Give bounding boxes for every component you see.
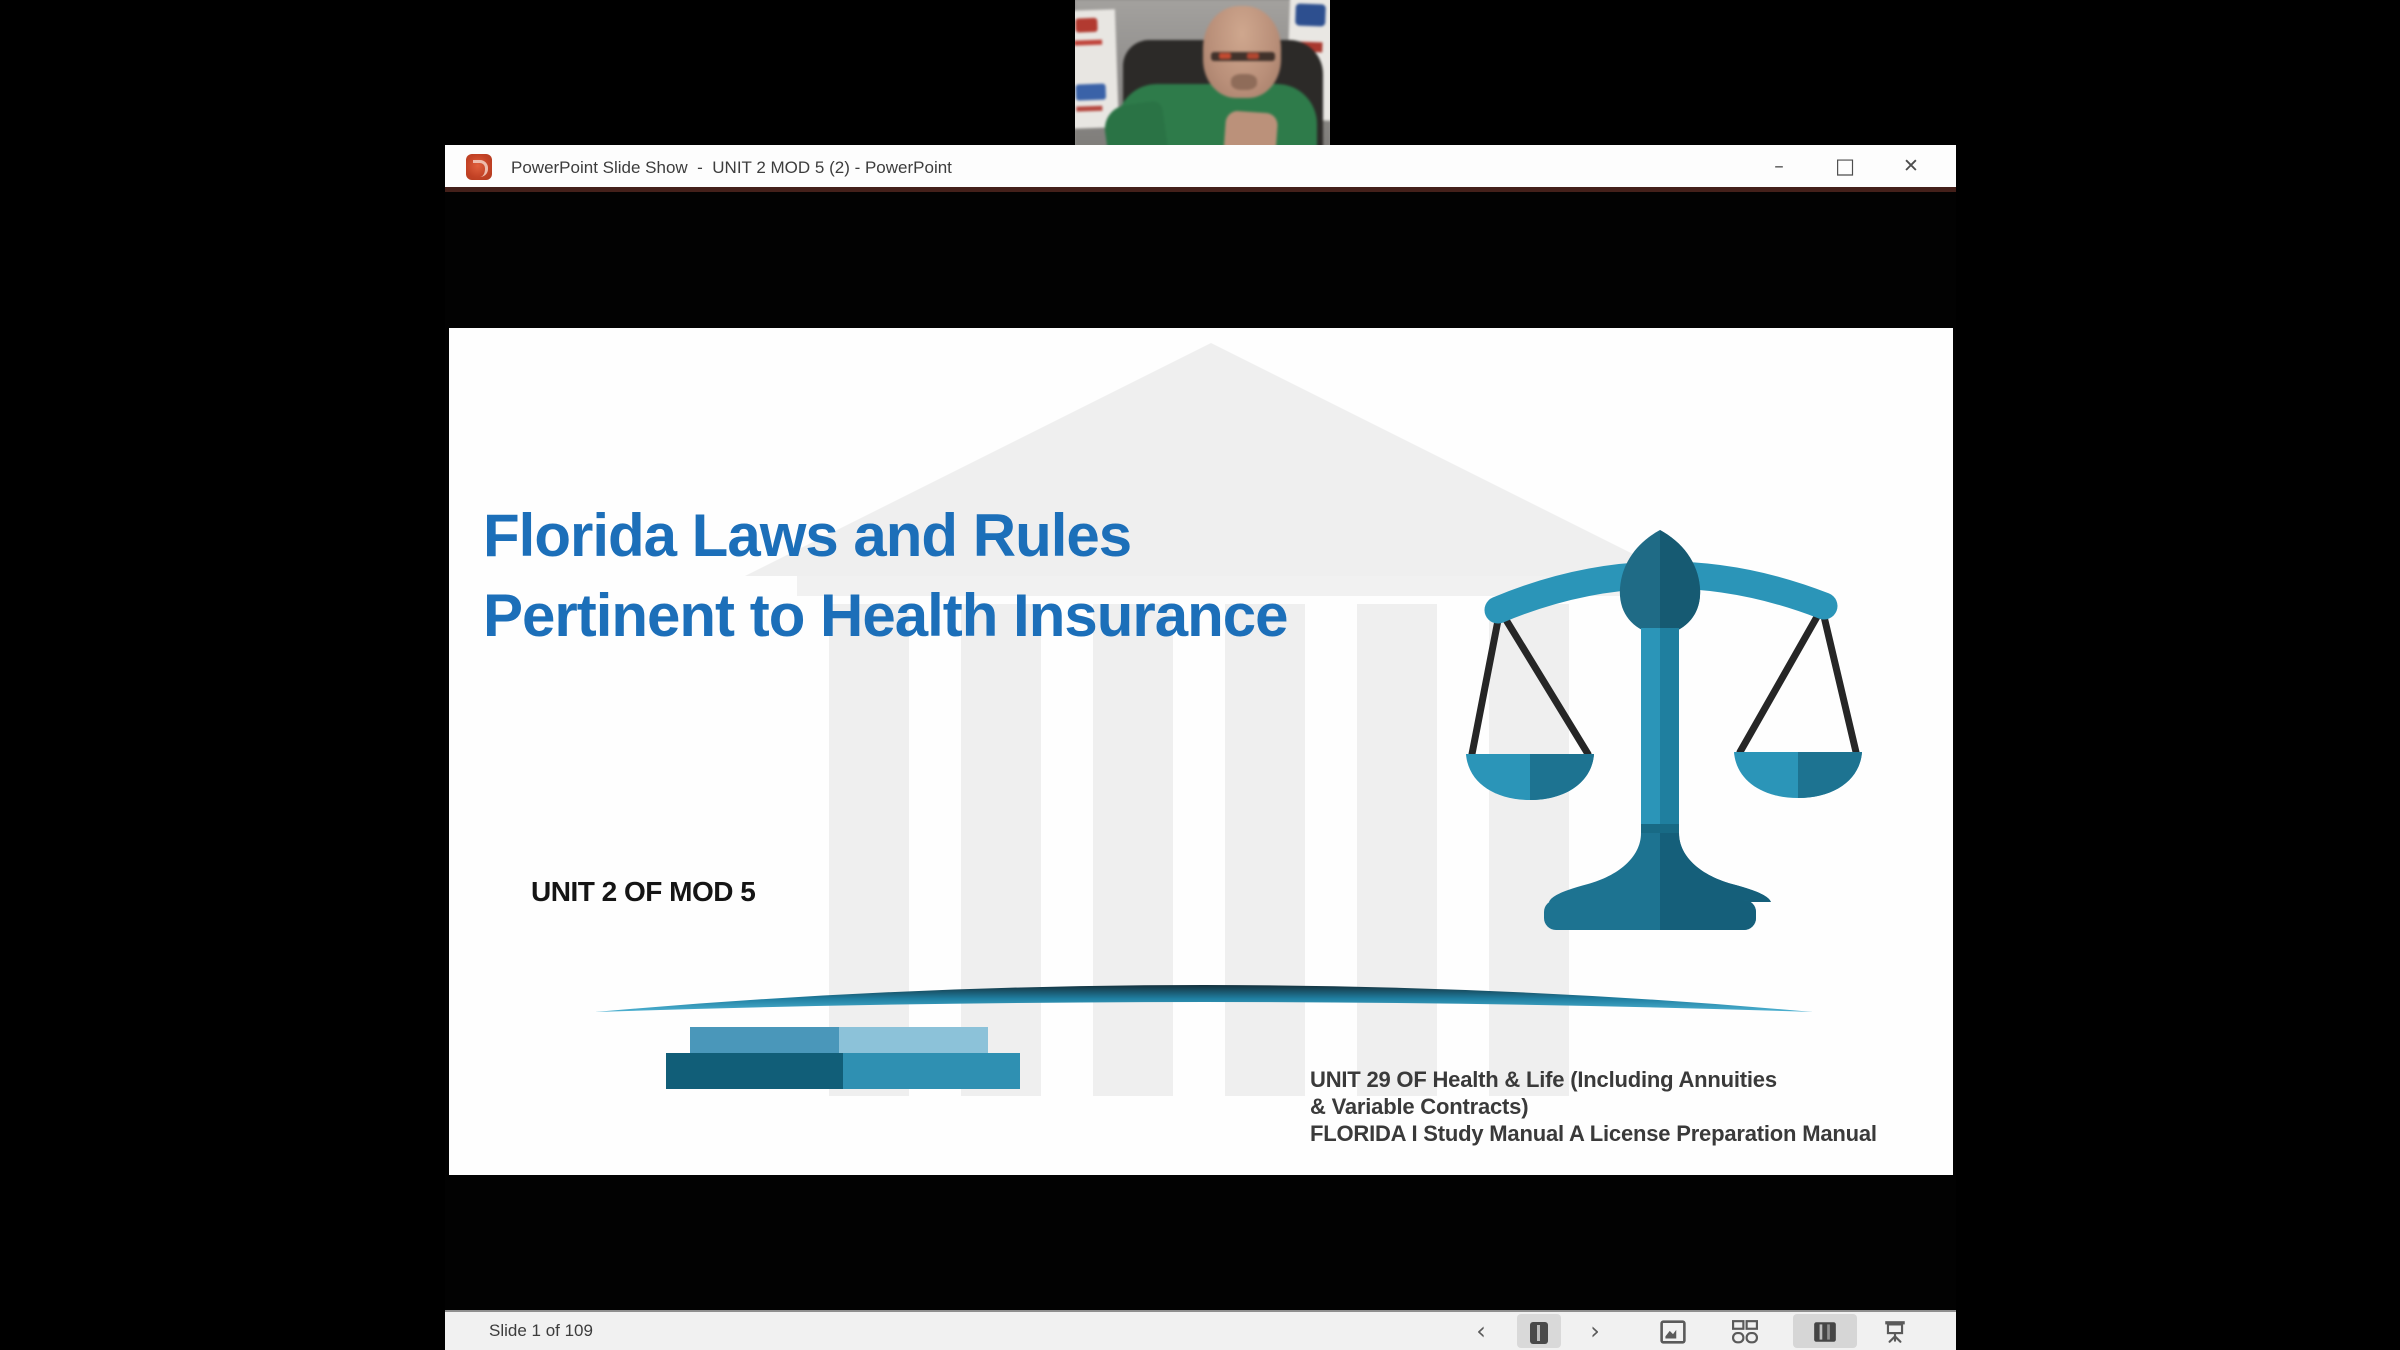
swoosh-arc-graphic	[589, 968, 1819, 1016]
maximize-button[interactable]: □	[1812, 145, 1878, 187]
slide-counter: Slide 1 of 109	[489, 1321, 593, 1340]
slideshow-view-icon	[1882, 1319, 1908, 1345]
presenter-hands	[1224, 110, 1279, 147]
annotation-pen-button[interactable]	[1517, 1314, 1561, 1348]
normal-view-button[interactable]	[1651, 1314, 1695, 1348]
window-titlebar[interactable]	[445, 145, 1956, 192]
window-controls	[1746, 145, 1944, 187]
presenter-face-shadow	[1231, 74, 1257, 90]
slide-canvas[interactable]	[449, 328, 1953, 1175]
glasses-glare	[1219, 53, 1231, 59]
slide-sorter-icon	[1732, 1320, 1758, 1344]
slide-footer-text	[1310, 1066, 1877, 1147]
presenter-webcam-video	[1075, 0, 1330, 147]
unit-label: UNIT 2 OF MOD 5	[531, 876, 756, 907]
scales-of-justice-icon	[1452, 528, 1872, 930]
webcam-frame	[1075, 0, 1330, 147]
footer-line3: FLORIDA I Study Manual A License Preparation Manual	[1310, 1121, 1877, 1146]
podium-step-top	[690, 1027, 988, 1053]
close-button[interactable]: ✕	[1878, 145, 1944, 187]
footer-line1: UNIT 29 OF Health & Life (Including Annuities	[1310, 1067, 1777, 1092]
reading-view-icon	[1812, 1320, 1838, 1344]
podium-step-bottom	[666, 1053, 1020, 1089]
powerpoint-window	[445, 145, 1956, 1350]
previous-slide-button[interactable]: ‹	[1463, 1314, 1499, 1348]
normal-view-icon	[1660, 1320, 1686, 1344]
slide-title	[483, 496, 1288, 656]
slideshow-letterbox	[445, 192, 1956, 1310]
next-slide-button[interactable]: ›	[1577, 1314, 1613, 1348]
slide-title-line1: Florida Laws and Rules	[483, 502, 1132, 569]
slideshow-view-button[interactable]	[1873, 1314, 1917, 1348]
powerpoint-app-icon	[466, 154, 492, 180]
slide-sorter-view-button[interactable]	[1723, 1314, 1767, 1348]
reading-view-button[interactable]	[1793, 1314, 1857, 1348]
window-title: PowerPoint Slide Show - UNIT 2 MOD 5 (2) - PowerPoint	[511, 158, 952, 177]
slideshow-statusbar	[445, 1310, 1956, 1350]
pen-icon	[1530, 1322, 1548, 1344]
minimize-button[interactable]: –	[1746, 145, 1812, 187]
slide-title-line2: Pertinent to Health Insurance	[483, 582, 1288, 649]
glasses-glare	[1247, 53, 1259, 59]
footer-line2: & Variable Contracts)	[1310, 1094, 1529, 1119]
